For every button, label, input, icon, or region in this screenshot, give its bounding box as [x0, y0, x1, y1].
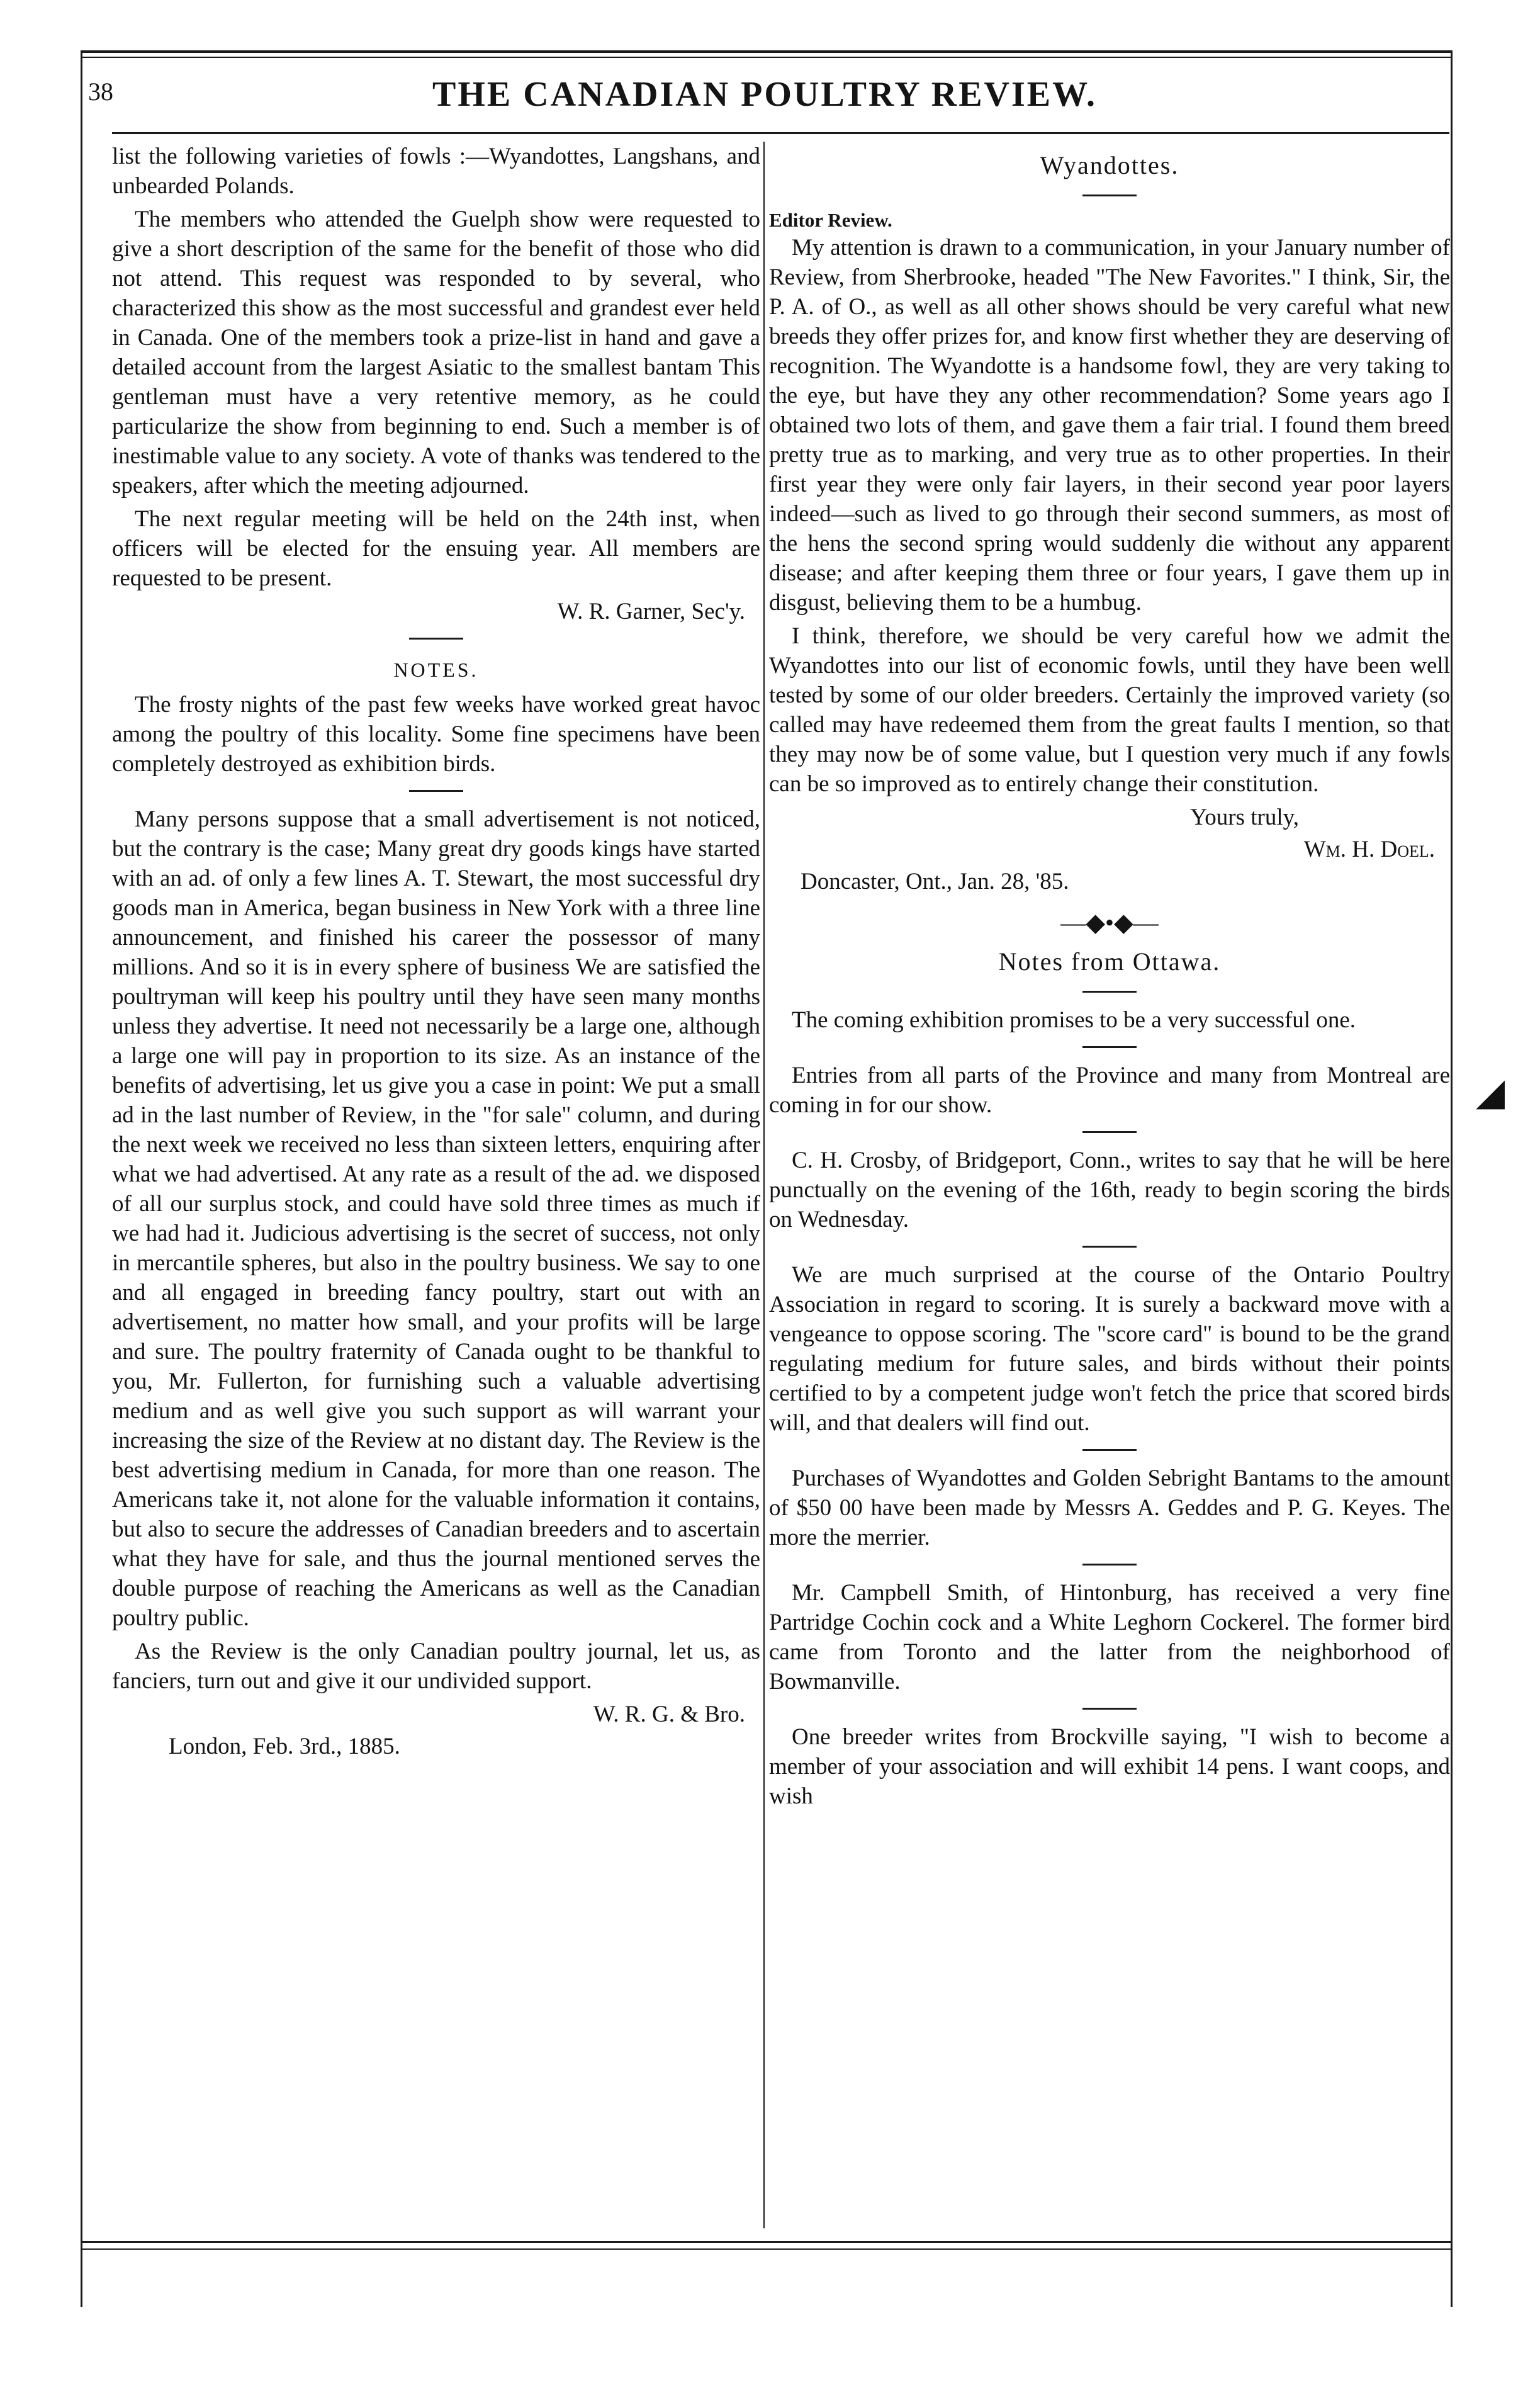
left-signature-bro: W. R. G. & Bro. [593, 1701, 745, 1727]
left-paragraph-5: Many persons suppose that a small advertisement is not noticed, but the contrary is the case; Many great dry goods kings have started with an ad. of only a few lines A. T. Stewart, the most successful dry goods man in America, began business in New York with a three line announcement, and finished his career the possessor of many millions. And so it is in every sphere of business We are satisfied the poultryman will keep his poultry until they have seen many months unless they advertise. It need not necessarily be a large one, although a large one will pay in proportion to its size. As an instance of the benefits of advertising, let us give you a case in point: We put a small ad in the last number of Review, in the "for sale" column, and during the next week we received no less than sixteen letters, enquiring after what we had advertised. At any rate as a result of the ad. we disposed of all our surplus stock, and could have sold three times as much if we had had it. Judicious advertising is the secret of success, not only in mercantile spheres, but also in the poultry business. We say to one and all engaged in breeding fancy poultry, start out with an advertisement, no matter how small, and your profits will be large and sure. The poultry fraternity of Canada ought to be thankful to you, Mr. Fullerton, for furnishing such a valuable advertising medium and as well give you such support as will warrant your increasing the size of the Review at no distant day. The Review is the best advertising medium in Canada, for more than one reason. The Americans take it, not alone for the valuable information it contains, but also to secure the addresses of Canadian breeders and to ascertain what they have for sale, and thus the journal mentioned serves the double purpose of reaching the Americans as well as the Canadian poultry public. [112, 806, 760, 1631]
page-number: 38 [88, 77, 113, 106]
right-paragraph-2: I think, therefore, we should be very careful how we admit the Wyandottes into our list of economic fowls, until they have been well tested by some of our older breeders. Certainly the improved variety (so called may have redeemed them from the great faults I mention, so that they may now be of some value, but I question very much if any fowls can be so improved as to entirely change their constitution. [769, 623, 1450, 797]
journal-title: THE CANADIAN POULTRY REVIEW. [432, 75, 1097, 114]
right-dateline: Doncaster, Ont., Jan. 28, '85. [801, 869, 1069, 894]
header-rule [112, 132, 1449, 134]
ottawa-item-7: One breeder writes from Brockville saying, "I wish to become a member of your association and will exhibit 14 pens. I want coops, and wish [769, 1724, 1450, 1809]
left-signature-garner: W. R. Garner, Sec'y. [557, 599, 745, 624]
notes-heading: NOTES. [393, 658, 479, 681]
wyandottes-heading: Wyandottes. [1040, 151, 1179, 179]
ottawa-item-4: We are much surprised at the course of the Ontario Poultry Association in regard to scoring. It is surely a backward move with a vengeance to oppose scoring. The "score card" is bound to be the grand regulating medium for future sales, and birds without their points certified to by a competent judge won't fetch the price that scored birds will, and that dealers will find out. [769, 1262, 1450, 1436]
margin-arrow-icon: ◢ [1476, 1071, 1505, 1113]
separator [1082, 1449, 1137, 1451]
separator [1082, 991, 1137, 993]
separator [409, 638, 463, 640]
separator [1082, 1708, 1137, 1710]
ottawa-item-1: The coming exhibition promises to be a very successful one. [792, 1007, 1356, 1033]
column-divider [763, 142, 765, 2228]
right-signature-doel: Wm. H. Doel. [1303, 837, 1435, 862]
separator [1082, 1246, 1137, 1248]
left-paragraph-3: The next regular meeting will be held on the 24th inst, when officers will be elected for the ensuing year. All members are requested to be present. [112, 506, 760, 591]
right-paragraph-1: My attention is drawn to a communication, in your January number of Review, from Sherbrooke, headed "The New Favorites." I think, Sir, the P. A. of O., as well as all other shows should be very careful what new breeds they offer prizes for, and know first whether they are deserving of recognition. The Wyandotte is a handsome fowl, they are very taking to the eye, but have they any other recommendation? Some years ago I obtained two lots of them, and gave them a fair trial. I found them breed pretty true as to marking, and very true as to other properties. In their first year they were only fair layers, in their second year poor layers indeed—such as lived to go through their second summers, as most of the hens the second spring would suddenly die without any apparent disease; and after keeping them three or four years, I gave them up in disgust, believing them to be a humbug. [769, 235, 1450, 616]
left-paragraph-2: The members who attended the Guelph show were requested to give a short description of the same for the benefit of those who did not attend. This request was responded to by several, who characterized this show as the most successful and grandest ever held in Canada. One of the members took a prize-list in hand and gave a detailed account from the largest Asiatic to the smallest bantam This gentleman must have a very retentive memory, as he could particularize the show from beginning to end. Such a member is of inestimable value to any society. A vote of thanks was tendered to the speakers, after which the meeting adjourned. [112, 206, 760, 499]
right-closing: Yours truly, [1190, 804, 1299, 830]
separator [1082, 1046, 1137, 1048]
ottawa-item-5: Purchases of Wyandottes and Golden Sebright Bantams to the amount of $50 00 have been made by Messrs A. Geddes and P. G. Keyes. The more the merrier. [769, 1465, 1450, 1550]
editor-salutation: Editor Review. [769, 209, 892, 231]
ottawa-item-3: C. H. Crosby, of Bridgeport, Conn., writes to say that he will be here punctually on the evening of the 16th, ready to begin scoring the birds on Wednesday. [769, 1148, 1450, 1233]
frame-right-rule [1451, 50, 1453, 2307]
frame-left-rule [81, 50, 82, 2307]
left-paragraph-6: As the Review is the only Canadian poultry journal, let us, as fanciers, turn out and give it our undivided support. [112, 1639, 760, 1694]
left-column [112, 142, 760, 2231]
right-column [769, 142, 1450, 2231]
separator [409, 790, 463, 792]
separator [1082, 1131, 1137, 1133]
left-paragraph-4: The frosty nights of the past few weeks have worked great havoc among the poultry of this locality. Some fine specimens have been completely destroyed as exhibition birds. [112, 692, 760, 777]
left-paragraph-1: list the following varieties of fowls :—Wyandottes, Langshans, and unbearded Polands. [112, 144, 760, 199]
ornament-divider: —◆•◆— [1060, 908, 1159, 937]
separator [1082, 1564, 1137, 1566]
ottawa-item-2: Entries from all parts of the Province and many from Montreal are coming in for our show. [769, 1063, 1450, 1118]
frame-top-rule [81, 50, 1453, 53]
page-header [88, 74, 1441, 128]
left-dateline: London, Feb. 3rd., 1885. [169, 1734, 400, 1759]
frame-bottom-rule [81, 2241, 1453, 2243]
separator [1082, 195, 1137, 196]
frame-top-rule-inner [81, 57, 1453, 58]
ottawa-item-6: Mr. Campbell Smith, of Hintonburg, has received a very fine Partridge Cochin cock and a White Leghorn Cockerel. The former bird came from Toronto and the latter from the neighborhood of Bowmanville. [769, 1580, 1450, 1695]
frame-bottom-rule-outer [81, 2248, 1453, 2250]
ottawa-heading: Notes from Ottawa. [998, 947, 1221, 976]
